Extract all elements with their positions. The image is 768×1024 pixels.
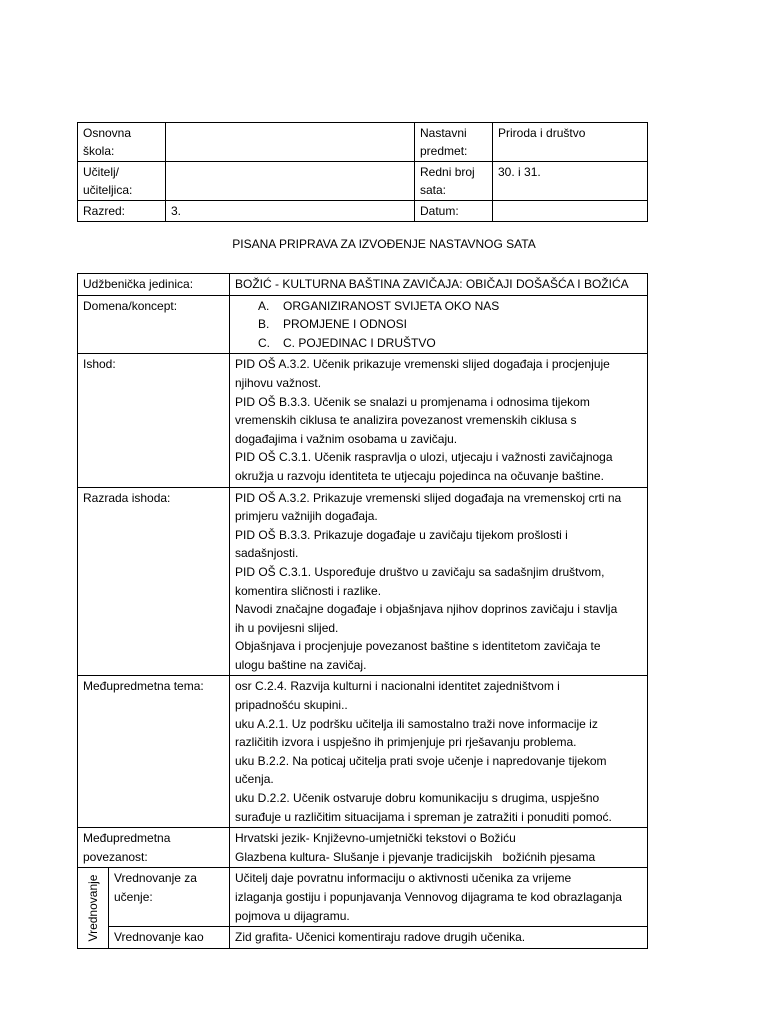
header-table bbox=[77, 122, 648, 222]
vrednovanje-kao-row bbox=[78, 927, 648, 949]
udzbenicka-value: BOŽIĆ - KULTURNA BAŠTINA ZAVIČAJA: OBIČAJI DOŠAŠĆA I BOŽIĆA bbox=[230, 274, 648, 296]
medupredmetna-povezanost-value: Hrvatski jezik- Književno-umjetnički tekstovi o Božiću Glazbena kultura- Slušanje i pjevanje tradicijskih božićnih pjesama bbox=[230, 828, 648, 868]
osnovna-skola-label: Osnovna škola: bbox=[78, 123, 166, 162]
razred-value: 3. bbox=[166, 201, 415, 222]
vrednovanje-label: Vrednovanje bbox=[86, 874, 100, 942]
redni-broj-value: 30. i 31. bbox=[493, 162, 648, 201]
razrada-row bbox=[78, 487, 648, 676]
ishod-row bbox=[78, 354, 648, 487]
vrednovanje-za-value: Učitelj daje povratnu informaciju o aktivnosti učenika za vrijeme izlaganja gostiju i popunjavanja Vennovog dijagrama te kod obrazlaganja pojmova u dijagramu. bbox=[230, 868, 648, 927]
osnovna-skola-value bbox=[166, 123, 415, 162]
vrednovanje-kao-label: Vrednovanje kao bbox=[109, 927, 230, 949]
domena-label: Domena/koncept: bbox=[78, 295, 230, 354]
vrednovanje-kao-value: Zid grafita- Učenici komentiraju radove drugih učenika. bbox=[230, 927, 648, 949]
medupredmetna-tema-row bbox=[78, 676, 648, 828]
domena-item: A. ORGANIZIRANOST SVIJETA OKO NAS bbox=[258, 298, 500, 313]
vrednovanje-za-row bbox=[78, 868, 648, 927]
nastavni-predmet-label: Nastavni predmet: bbox=[415, 123, 493, 162]
ucitelj-value bbox=[166, 162, 415, 201]
vrednovanje-label-cell bbox=[78, 868, 109, 948]
razrada-value: PID OŠ A.3.2. Prikazuje vremenski slijed događaja na vremenskoj crti na primjeru važnijih događaja. PID OŠ B.3.3. Prikazuje događaje u zavičaju tijekom prošlosti i sadašnjosti. PID OŠ C.3.1. Uspoređuje društvo u zavičaju sa sadašnjim društvom, komentira sličnosti i razlike. Navodi značajne događaje i objašnjava njihov doprinos zavičaju i stavlja ih u povijesni slijed. Objašnjava i procjenjuje povezanost baštine s identitetom zavičaja te ulogu baštine na zavičaj. bbox=[230, 487, 648, 676]
medupredmetna-povezanost-label: Međupredmetna povezanost: bbox=[78, 828, 230, 868]
medupredmetna-povezanost-row bbox=[78, 828, 648, 868]
lesson-plan-table bbox=[77, 273, 648, 949]
domena-value bbox=[230, 295, 648, 354]
document-title: PISANA PRIPRAVA ZA IZVOĐENJE NASTAVNOG SATA bbox=[232, 237, 536, 251]
udzbenicka-row bbox=[78, 274, 648, 296]
domena-row bbox=[78, 295, 648, 354]
domena-item: B. PROMJENE I ODNOSI bbox=[258, 317, 408, 332]
header-row-teacher bbox=[78, 162, 648, 201]
ucitelj-label: Učitelj/ učiteljica: bbox=[78, 162, 166, 201]
redni-broj-label: Redni broj sata: bbox=[415, 162, 493, 201]
nastavni-predmet-value: Priroda i društvo bbox=[493, 123, 648, 162]
ishod-value: PID OŠ A.3.2. Učenik prikazuje vremenski slijed događaja i procjenjuje njihovu važnost. PID OŠ B.3.3. Učenik se snalazi u promjenama i odnosima tijekom vremenskih ciklusa te analizira povezanost vremenskih ciklusa s događajima i važnim osobama u zavičaju. PID OŠ C.3.1. Učenik raspravlja o ulozi, utjecaju i važnosti zavičajnoga okružja u razvoju identiteta te utjecaju pojedinca na očuvanje baštine. bbox=[230, 354, 648, 487]
domena-item: C. C. POJEDINAC I DRUŠTVO bbox=[258, 335, 436, 350]
vrednovanje-za-label: Vrednovanje za učenje: bbox=[109, 868, 230, 927]
header-row-school bbox=[78, 123, 648, 162]
datum-value bbox=[493, 201, 648, 222]
razrada-label: Razrada ishoda: bbox=[78, 487, 230, 676]
medupredmetna-tema-value: osr C.2.4. Razvija kulturni i nacionalni identitet zajedništvom i pripadnošću skupini.. uku A.2.1. Uz podršku učitelja ili samostalno traži nove informacije iz različitih izvora i uspješno ih primjenjuje pri rješavanju problema. uku B.2.2. Na poticaj učitelja prati svoje učenje i napredovanje tijekom učenja. uku D.2.2. Učenik ostvaruje dobru komunikaciju s drugima, uspješno surađuje u različitim situacijama i spreman je zatražiti i ponuditi pomoć. bbox=[230, 676, 648, 828]
udzbenicka-label: Udžbenička jedinica: bbox=[78, 274, 230, 296]
header-row-class bbox=[78, 201, 648, 222]
domena-list bbox=[235, 297, 642, 353]
razred-label: Razred: bbox=[78, 201, 166, 222]
datum-label: Datum: bbox=[415, 201, 493, 222]
medupredmetna-tema-label: Međupredmetna tema: bbox=[78, 676, 230, 828]
ishod-label: Ishod: bbox=[78, 354, 230, 487]
